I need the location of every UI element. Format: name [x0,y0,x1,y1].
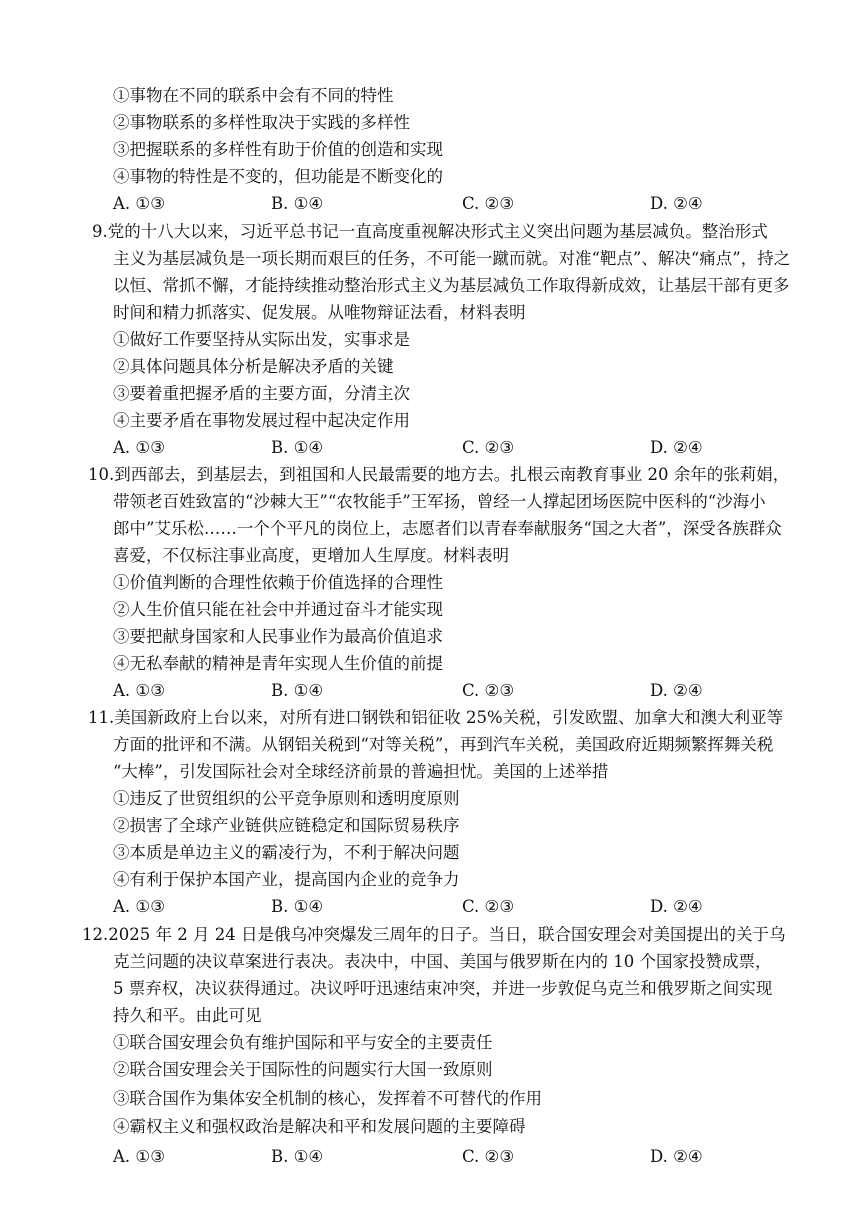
q12-statement-2: ②联合国安理会关于国际性的问题实行大国一致原则 [113,1060,493,1079]
q12-statement-3: ③联合国作为集体安全机制的核心，发挥着不可替代的作用 [113,1089,542,1108]
q12-stem-line-1: 12.2025 年 2 月 24 日是俄乌冲突爆发三周年的日子。当日，联合国安理会对美国提出的关于乌 [82,925,786,944]
q8-statement-3: ③把握联系的多样性有助于价值的创造和实现 [113,140,443,159]
q10-statement-2: ②人生价值只能在社会中并通过奋斗才能实现 [113,600,443,619]
q10-stem-line-2: 带领老百姓致富的“沙棘大王”“农牧能手”王军扬，曾经一人撑起团场医院中医科的“沙海小 [113,492,766,511]
q10-stem-line-3: 郎中”艾乐松……一个个平凡的岗位上，志愿者们以青春奉献服务“国之大者”，深受各族群众 [113,519,782,538]
q12-statement-4: ④霸权主义和强权政治是解决和平和发展问题的主要障碍 [113,1117,526,1136]
q9-statement-2: ②具体问题具体分析是解决矛盾的关键 [113,357,394,376]
q12-option-a: A. ①③ [113,1147,165,1166]
q10-stem-line-1: 10.到西部去，到基层去，到祖国和人民最需要的地方去。扎根云南教育事业 20 余年的张莉娟， [88,465,790,484]
q11-option-c: C. ②③ [462,897,515,916]
q10-option-c: C. ②③ [462,681,515,700]
q9-option-d: D. ②④ [650,438,703,457]
q12-stem-line-4: 持久和平。由此可见 [113,1006,262,1025]
q9-stem-line-2: 主义为基层减负是一项长期而艰巨的任务，不可能一蹴而就。对准“靶点”、解决“痛点”，持之 [113,249,791,268]
q10-statement-1: ①价值判断的合理性依赖于价值选择的合理性 [113,573,443,592]
q11-stem-line-2: 方面的批评和不满。从钢铝关税到“对等关税”，再到汽车关税，美国政府近期频繁挥舞关税 [113,735,774,754]
q10-stem-line-4: 喜爱，不仅标注事业高度，更增加人生厚度。材料表明 [113,546,509,565]
q11-statement-2: ②损害了全球产业链供应链稳定和国际贸易秩序 [113,816,460,835]
q9-statement-4: ④主要矛盾在事物发展过程中起决定作用 [113,411,410,430]
q11-statement-3: ③本质是单边主义的霸凌行为，不利于解决问题 [113,843,460,862]
q8-option-d: D. ②④ [650,194,703,213]
q9-stem-line-4: 时间和精力抓落实、促发展。从唯物辩证法看，材料表明 [113,303,526,322]
q10-statement-4: ④无私奉献的精神是青年实现人生价值的前提 [113,654,443,673]
q9-option-c: C. ②③ [462,438,515,457]
q9-stem-line-3: 以恒、常抓不懈，才能持续推动整治形式主义为基层减负工作取得新成效，让基层干部有更多 [113,276,790,295]
q9-statement-3: ③要着重把握矛盾的主要方面，分清主次 [113,384,410,403]
q8-option-a: A. ①③ [113,194,165,213]
q12-stem-line-3: 5 票弃权，决议获得通过。决议呼吁迅速结束冲突，并进一步敦促乌克兰和俄罗斯之间实现 [113,979,773,998]
q9-stem-line-1: 9.党的十八大以来，习近平总书记一直高度重视解决形式主义突出问题为基层减负。整治形式 [92,222,768,241]
q11-option-a: A. ①③ [113,897,165,916]
q12-option-d: D. ②④ [650,1147,703,1166]
q8-option-c: C. ②③ [462,194,515,213]
q11-option-d: D. ②④ [650,897,703,916]
q8-statement-2: ②事物联系的多样性取决于实践的多样性 [113,113,410,132]
q10-statement-3: ③要把献身国家和人民事业作为最高价值追求 [113,627,443,646]
q12-statement-1: ①联合国安理会负有维护国际和平与安全的主要责任 [113,1033,493,1052]
q10-option-b: B. ①④ [271,681,324,700]
q8-statement-4: ④事物的特性是不变的，但功能是不断变化的 [113,167,443,186]
q12-option-b: B. ①④ [271,1147,324,1166]
q8-option-b: B. ①④ [271,194,324,213]
q11-statement-1: ①违反了世贸组织的公平竞争原则和透明度原则 [113,789,460,808]
q9-statement-1: ①做好工作要坚持从实际出发，实事求是 [113,330,410,349]
q10-option-a: A. ①③ [113,681,165,700]
q9-option-b: B. ①④ [271,438,324,457]
q11-option-b: B. ①④ [271,897,324,916]
q9-option-a: A. ①③ [113,438,165,457]
q8-statement-1: ①事物在不同的联系中会有不同的特性 [113,86,394,105]
q11-stem-line-3: “大棒”，引发国际社会对全球经济前景的普遍担忧。美国的上述举措 [113,762,609,781]
q12-stem-line-2: 克兰问题的决议草案进行表决。表决中，中国、美国与俄罗斯在内的 10 个国家投赞成票， [113,952,772,971]
q11-statement-4: ④有利于保护本国产业，提高国内企业的竞争力 [113,870,460,889]
q11-stem-line-1: 11.美国新政府上台以来，对所有进口钢铁和铝征收 25%关税，引发欧盟、加拿大和澳大利亚等 [88,708,784,727]
q10-option-d: D. ②④ [650,681,703,700]
q12-option-c: C. ②③ [462,1147,515,1166]
